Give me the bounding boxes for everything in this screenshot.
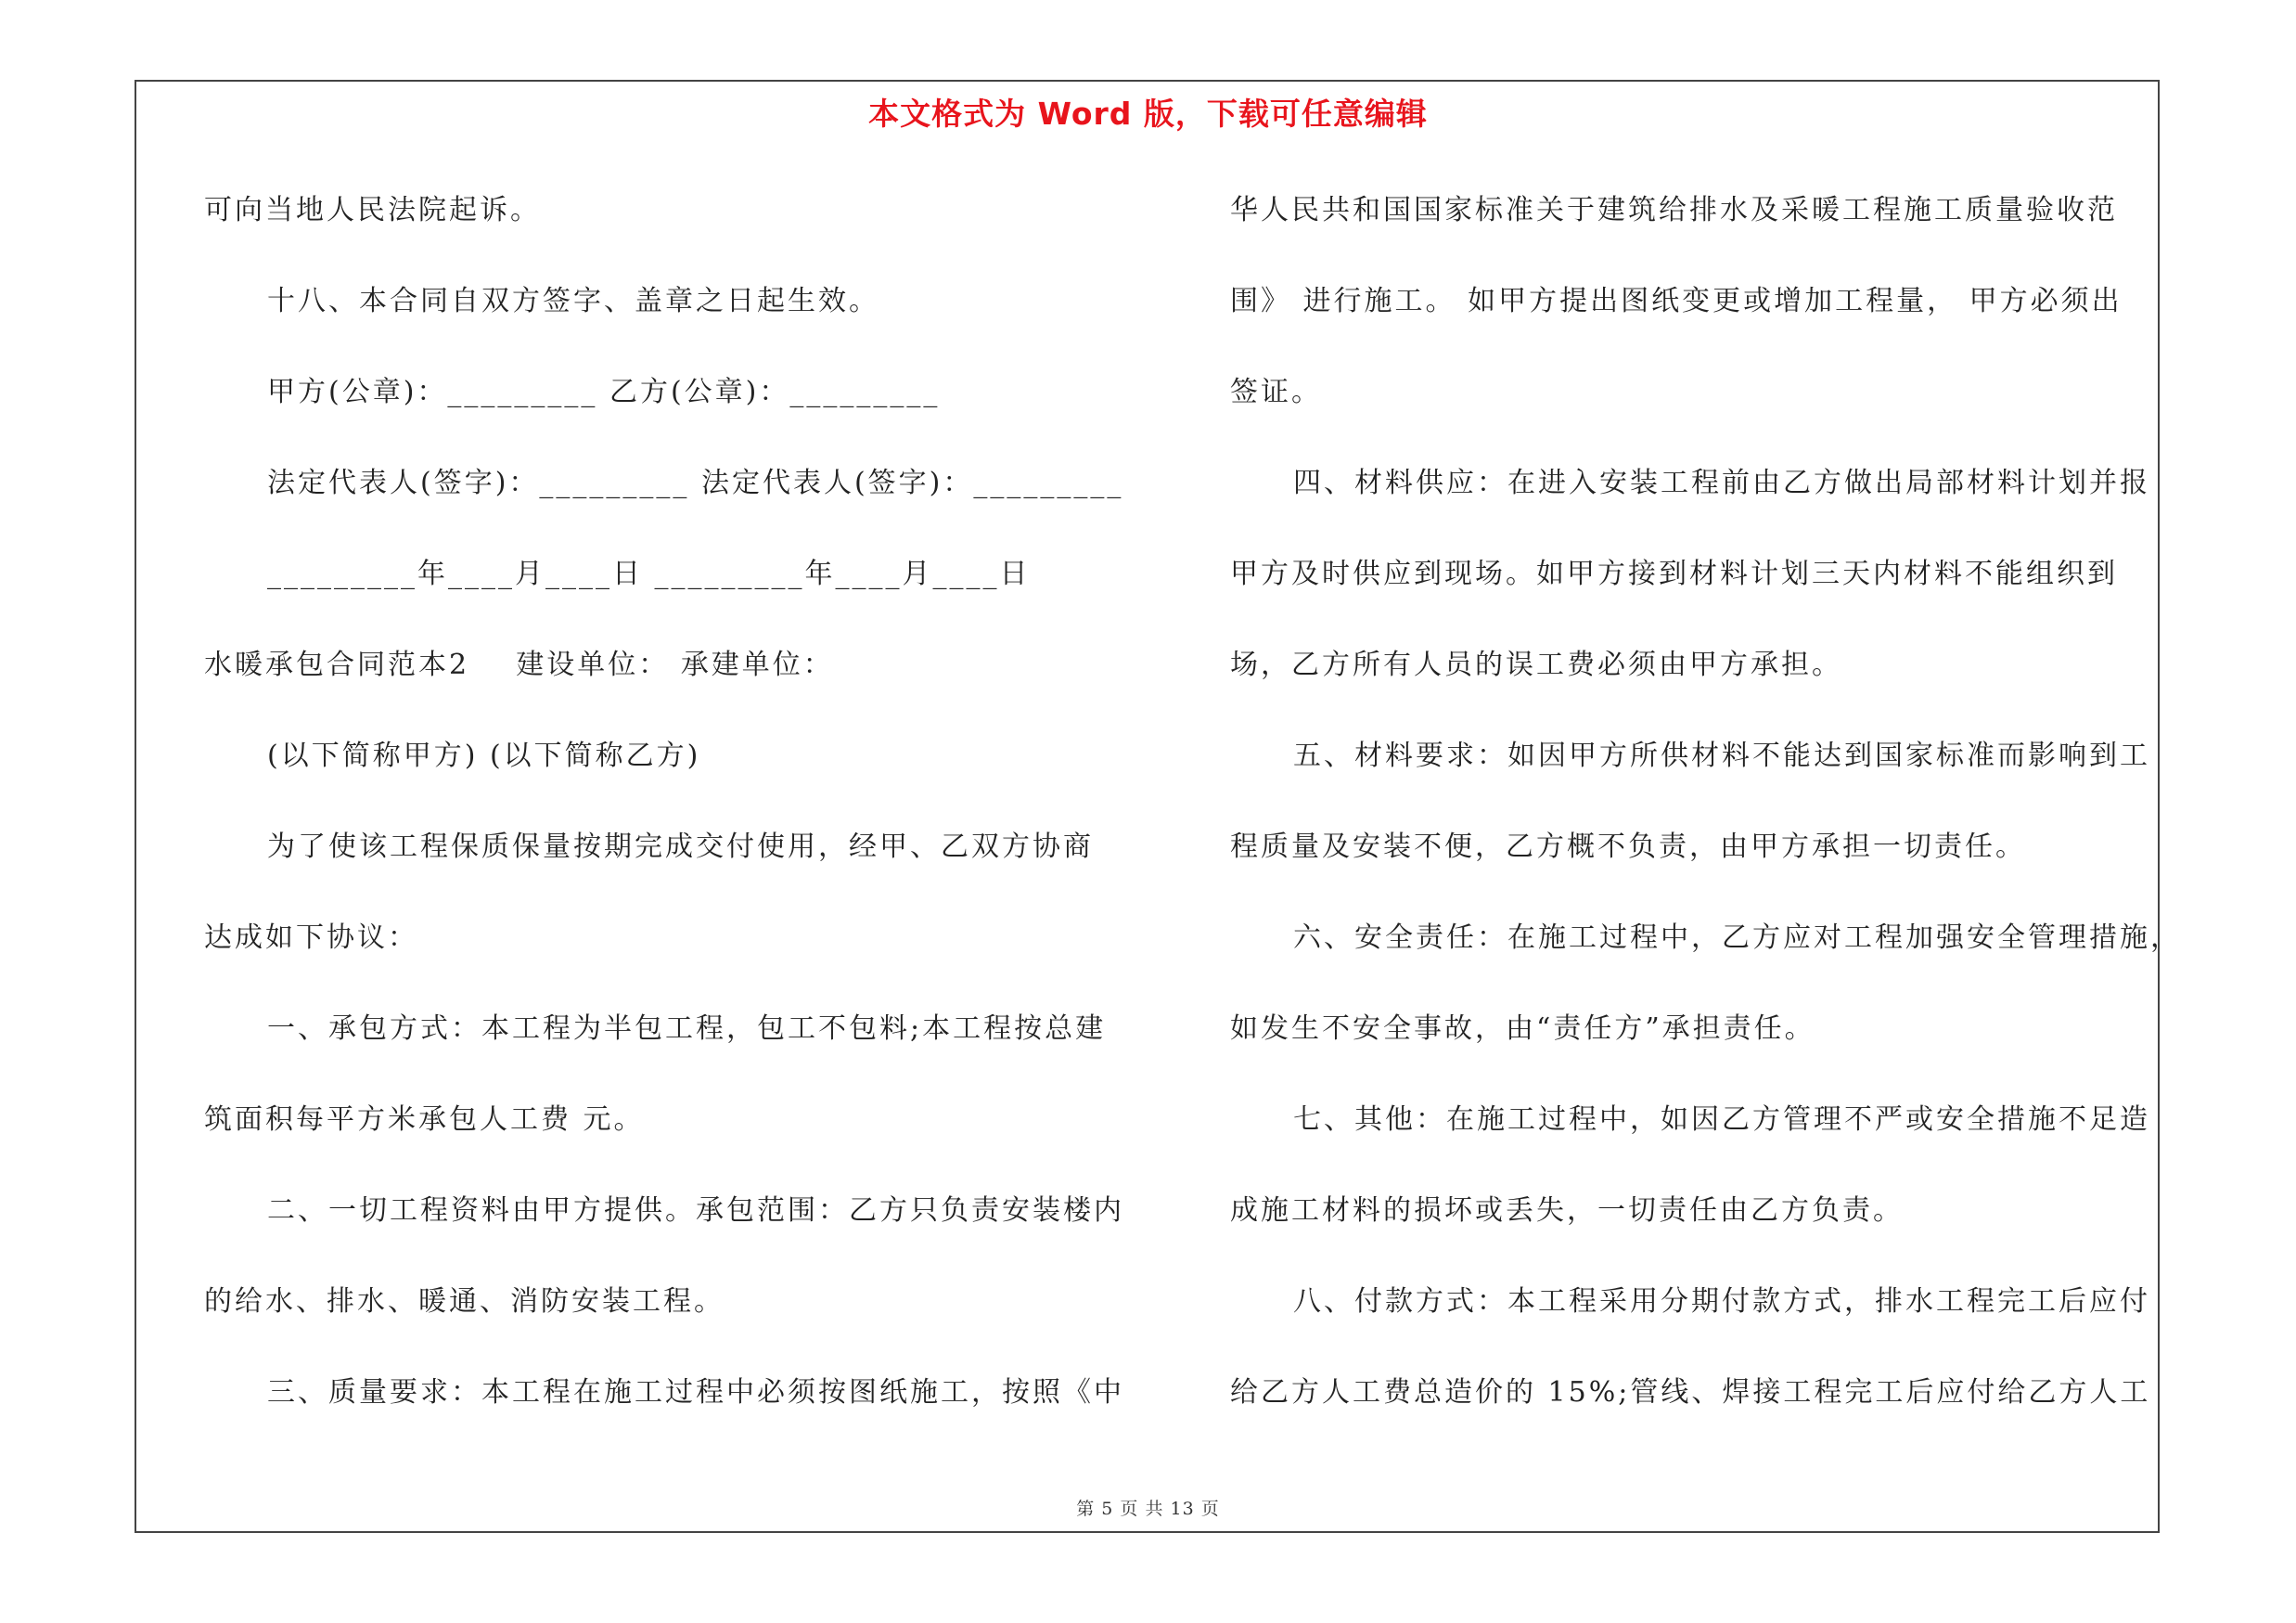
text-line: _________年____月____日 _________年____月____日 xyxy=(267,558,1031,590)
text-line: 水暖承包合同范本2 建设单位： 承建单位： xyxy=(204,649,834,681)
text-line: 的给水、排水、暖通、消防安装工程。 xyxy=(204,1285,725,1318)
text-line: 七、其他：在施工过程中，如因乙方管理不严或安全措施不足造 xyxy=(1293,1103,2150,1136)
text-line: 筑面积每平方米承包人工费 元。 xyxy=(204,1103,645,1136)
left-column xyxy=(204,183,1132,1456)
text-line: (以下简称甲方) (以下简称乙方) xyxy=(267,740,701,772)
page-number-footer: 第 5 页 共 13 页 xyxy=(1076,1499,1220,1519)
text-line: 一、承包方式：本工程为半包工程，包工不包料;本工程按总建 xyxy=(267,1012,1107,1045)
text-line: 围》 进行施工。 如甲方提出图纸变更或增加工程量， 甲方必须出 xyxy=(1230,285,2123,317)
text-line: 法定代表人(签字)：_________ 法定代表人(签字)：_________ xyxy=(267,467,1124,499)
text-line: 如发生不安全事故，由“责任方”承担责任。 xyxy=(1230,1012,1815,1045)
text-line: 可向当地人民法院起诉。 xyxy=(204,194,541,226)
text-line: 华人民共和国国家标准关于建筑给排水及采暖工程施工质量验收范 xyxy=(1230,194,2118,226)
editable-notice-banner: 本文格式为 Word 版，下载可任意编辑 xyxy=(868,96,1428,132)
text-line: 三、质量要求：本工程在施工过程中必须按图纸施工，按照《中 xyxy=(267,1376,1124,1409)
text-line: 十八、本合同自双方签字、盖章之日起生效。 xyxy=(267,285,879,317)
text-line: 甲方(公章)：_________ 乙方(公章)：_________ xyxy=(267,376,941,408)
right-column xyxy=(1230,183,2181,1456)
text-line: 八、付款方式：本工程采用分期付款方式，排水工程完工后应付 xyxy=(1293,1285,2150,1318)
text-line: 四、材料供应：在进入安装工程前由乙方做出局部材料计划并报 xyxy=(1293,467,2150,499)
text-line: 甲方及时供应到现场。如甲方接到材料计划三天内材料不能组织到 xyxy=(1230,558,2118,590)
text-line: 达成如下协议： xyxy=(204,921,418,954)
text-line: 六、安全责任：在施工过程中，乙方应对工程加强安全管理措施， xyxy=(1293,921,2181,954)
text-line: 为了使该工程保质保量按期完成交付使用，经甲、乙双方协商 xyxy=(267,831,1094,863)
text-line: 二、一切工程资料由甲方提供。承包范围：乙方只负责安装楼内 xyxy=(267,1194,1124,1227)
text-line: 给乙方人工费总造价的 15%;管线、焊接工程完工后应付给乙方人工 xyxy=(1230,1376,2151,1409)
text-line: 场，乙方所有人员的误工费必须由甲方承担。 xyxy=(1230,649,1842,681)
text-line: 五、材料要求：如因甲方所供材料不能达到国家标准而影响到工 xyxy=(1293,740,2150,772)
text-line: 成施工材料的损坏或丢失，一切责任由乙方负责。 xyxy=(1230,1194,1904,1227)
text-line: 签证。 xyxy=(1230,376,1322,408)
text-line: 程质量及安装不便，乙方概不负责，由甲方承担一切责任。 xyxy=(1230,831,2026,863)
